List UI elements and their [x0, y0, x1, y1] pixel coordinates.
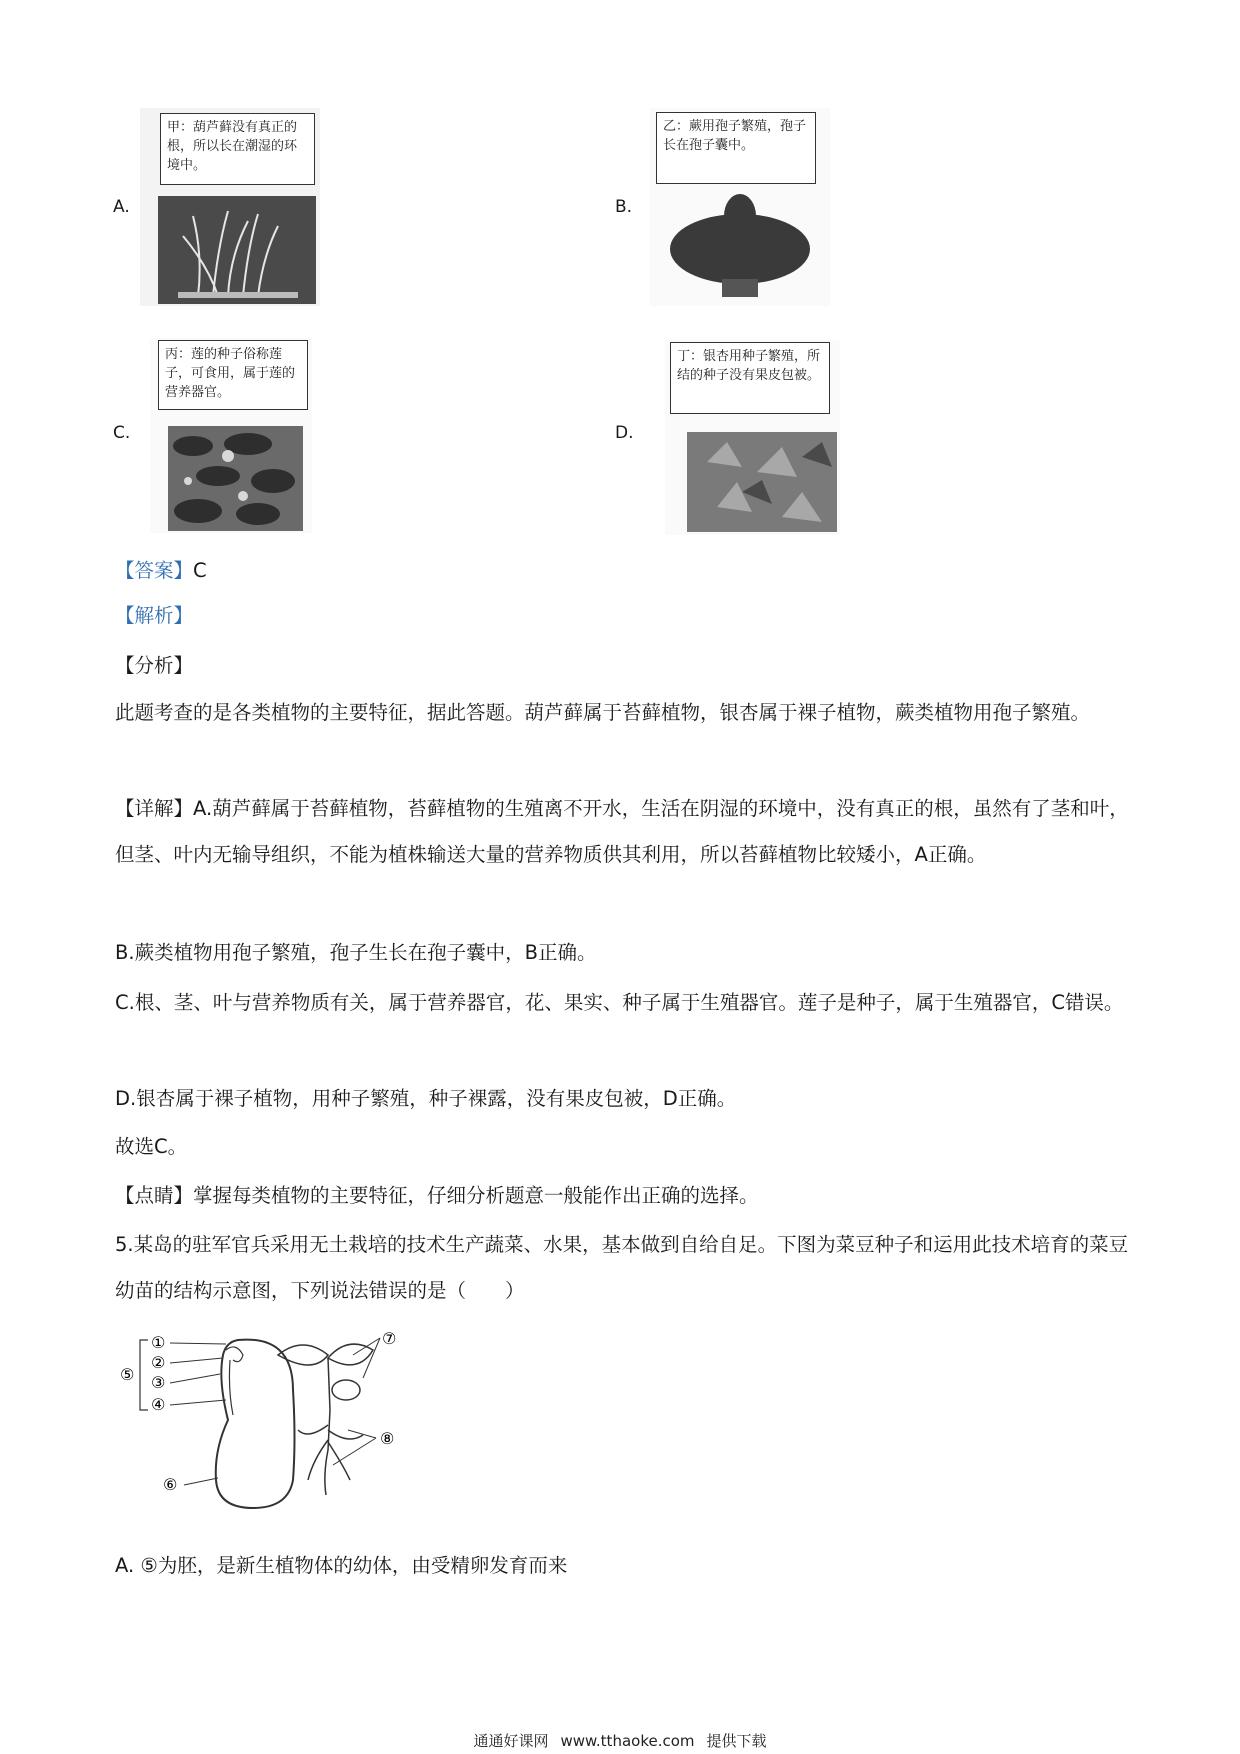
option-b-letter: B. [615, 197, 633, 217]
bean-seed-outline [216, 1340, 295, 1508]
label-2: ② [151, 1353, 166, 1372]
option-d-caption: 丁：银杏用种子繁殖，所结的种子没有果皮包被。 [670, 342, 830, 414]
footer-site: 通通好课网 [473, 1732, 549, 1750]
option-d-figure [665, 340, 840, 535]
option-a-figure [140, 108, 320, 306]
footer-url[interactable]: www.tthaoke.com [560, 1732, 695, 1750]
option-b-figure [650, 108, 830, 306]
analysis-tag: 【解析】 [115, 604, 194, 627]
label-1: ① [151, 1333, 166, 1352]
question-5-option-a: A. ⑤为胚，是新生植物体的幼体，由受精卵发育而来 [115, 1554, 568, 1577]
label-7: ⑦ [382, 1330, 397, 1348]
lotus-drawing [168, 426, 303, 531]
answer-line [115, 548, 1130, 594]
label-4: ④ [151, 1395, 166, 1414]
detail-a-text: A.葫芦藓属于苔藓植物，苔藓植物的生殖离不开水，生活在阴湿的环境中，没有真正的根，虽然有了茎和叶，但茎、叶内无输导组织，不能为植株输送大量的营养物质供其利用，所以苔藓植物比较矮小，A正确。 [115, 797, 1129, 866]
dianjing-line [115, 1173, 1130, 1219]
option-c-caption: 丙：莲的种子俗称莲子，可食用，属于莲的营养器官。 [158, 340, 308, 410]
detail-b: B.蕨类植物用孢子繁殖，孢子生长在孢子囊中，B正确。 [115, 941, 597, 964]
fern-drawing [660, 194, 820, 304]
moss-photo [158, 196, 316, 304]
bean-diagram [118, 1330, 458, 1520]
ginkgo-photo [687, 432, 837, 532]
bean-seedling [278, 1344, 373, 1495]
dianjing-tag: 【点睛】 [115, 1184, 194, 1207]
fenxi-text: 此题考查的是各类植物的主要特征，据此答题。葫芦藓属于苔藓植物，银杏属于裸子植物，蕨类植物用孢子繁殖。 [115, 701, 1091, 724]
label-3: ③ [151, 1373, 166, 1392]
option-b-caption: 乙：蕨用孢子繁殖，孢子长在孢子囊中。 [656, 112, 816, 184]
footer-note: 提供下载 [706, 1732, 767, 1750]
page-footer [0, 1730, 1240, 1751]
answer-value: C [193, 559, 207, 582]
label-5: ⑤ [120, 1365, 135, 1384]
dianjing-text: 掌握每类植物的主要特征，仔细分析题意一般能作出正确的选择。 [193, 1184, 759, 1207]
option-d-letter: D. [615, 423, 634, 443]
detail-c: C.根、茎、叶与营养物质有关，属于营养器官，花、果实、种子属于生殖器官。莲子是种子，属于生殖器官，C错误。 [115, 991, 1124, 1014]
fern-photo [660, 194, 820, 304]
detail-d: D.银杏属于裸子植物，用种子繁殖，种子裸露，没有果皮包被，D正确。 [115, 1087, 737, 1110]
lotus-photo [168, 426, 303, 531]
moss-drawing [158, 196, 316, 304]
option-c-letter: C. [113, 423, 131, 443]
ginkgo-drawing [687, 432, 837, 532]
label-6: ⑥ [163, 1475, 178, 1494]
detail-tag: 【详解】 [115, 797, 194, 820]
option-c-figure [150, 338, 312, 533]
option-a-caption: 甲：葫芦藓没有真正的根，所以长在潮湿的环境中。 [160, 113, 315, 185]
question-5-stem: 5.某岛的驻军官兵采用无土栽培的技术生产蔬菜、水果，基本做到自给自足。下图为菜豆种子和运用此技术培育的菜豆幼苗的结构示意图，下列说法错误的是（ ） [115, 1233, 1129, 1302]
fenxi-tag: 【分析】 [115, 654, 194, 677]
conclusion: 故选C。 [115, 1135, 188, 1158]
label-8: ⑧ [380, 1429, 395, 1448]
option-a-letter: A. [113, 197, 130, 217]
bean-diagram-svg [118, 1330, 458, 1520]
detail-a [115, 786, 1130, 878]
answer-tag: 【答案】 [115, 559, 194, 582]
